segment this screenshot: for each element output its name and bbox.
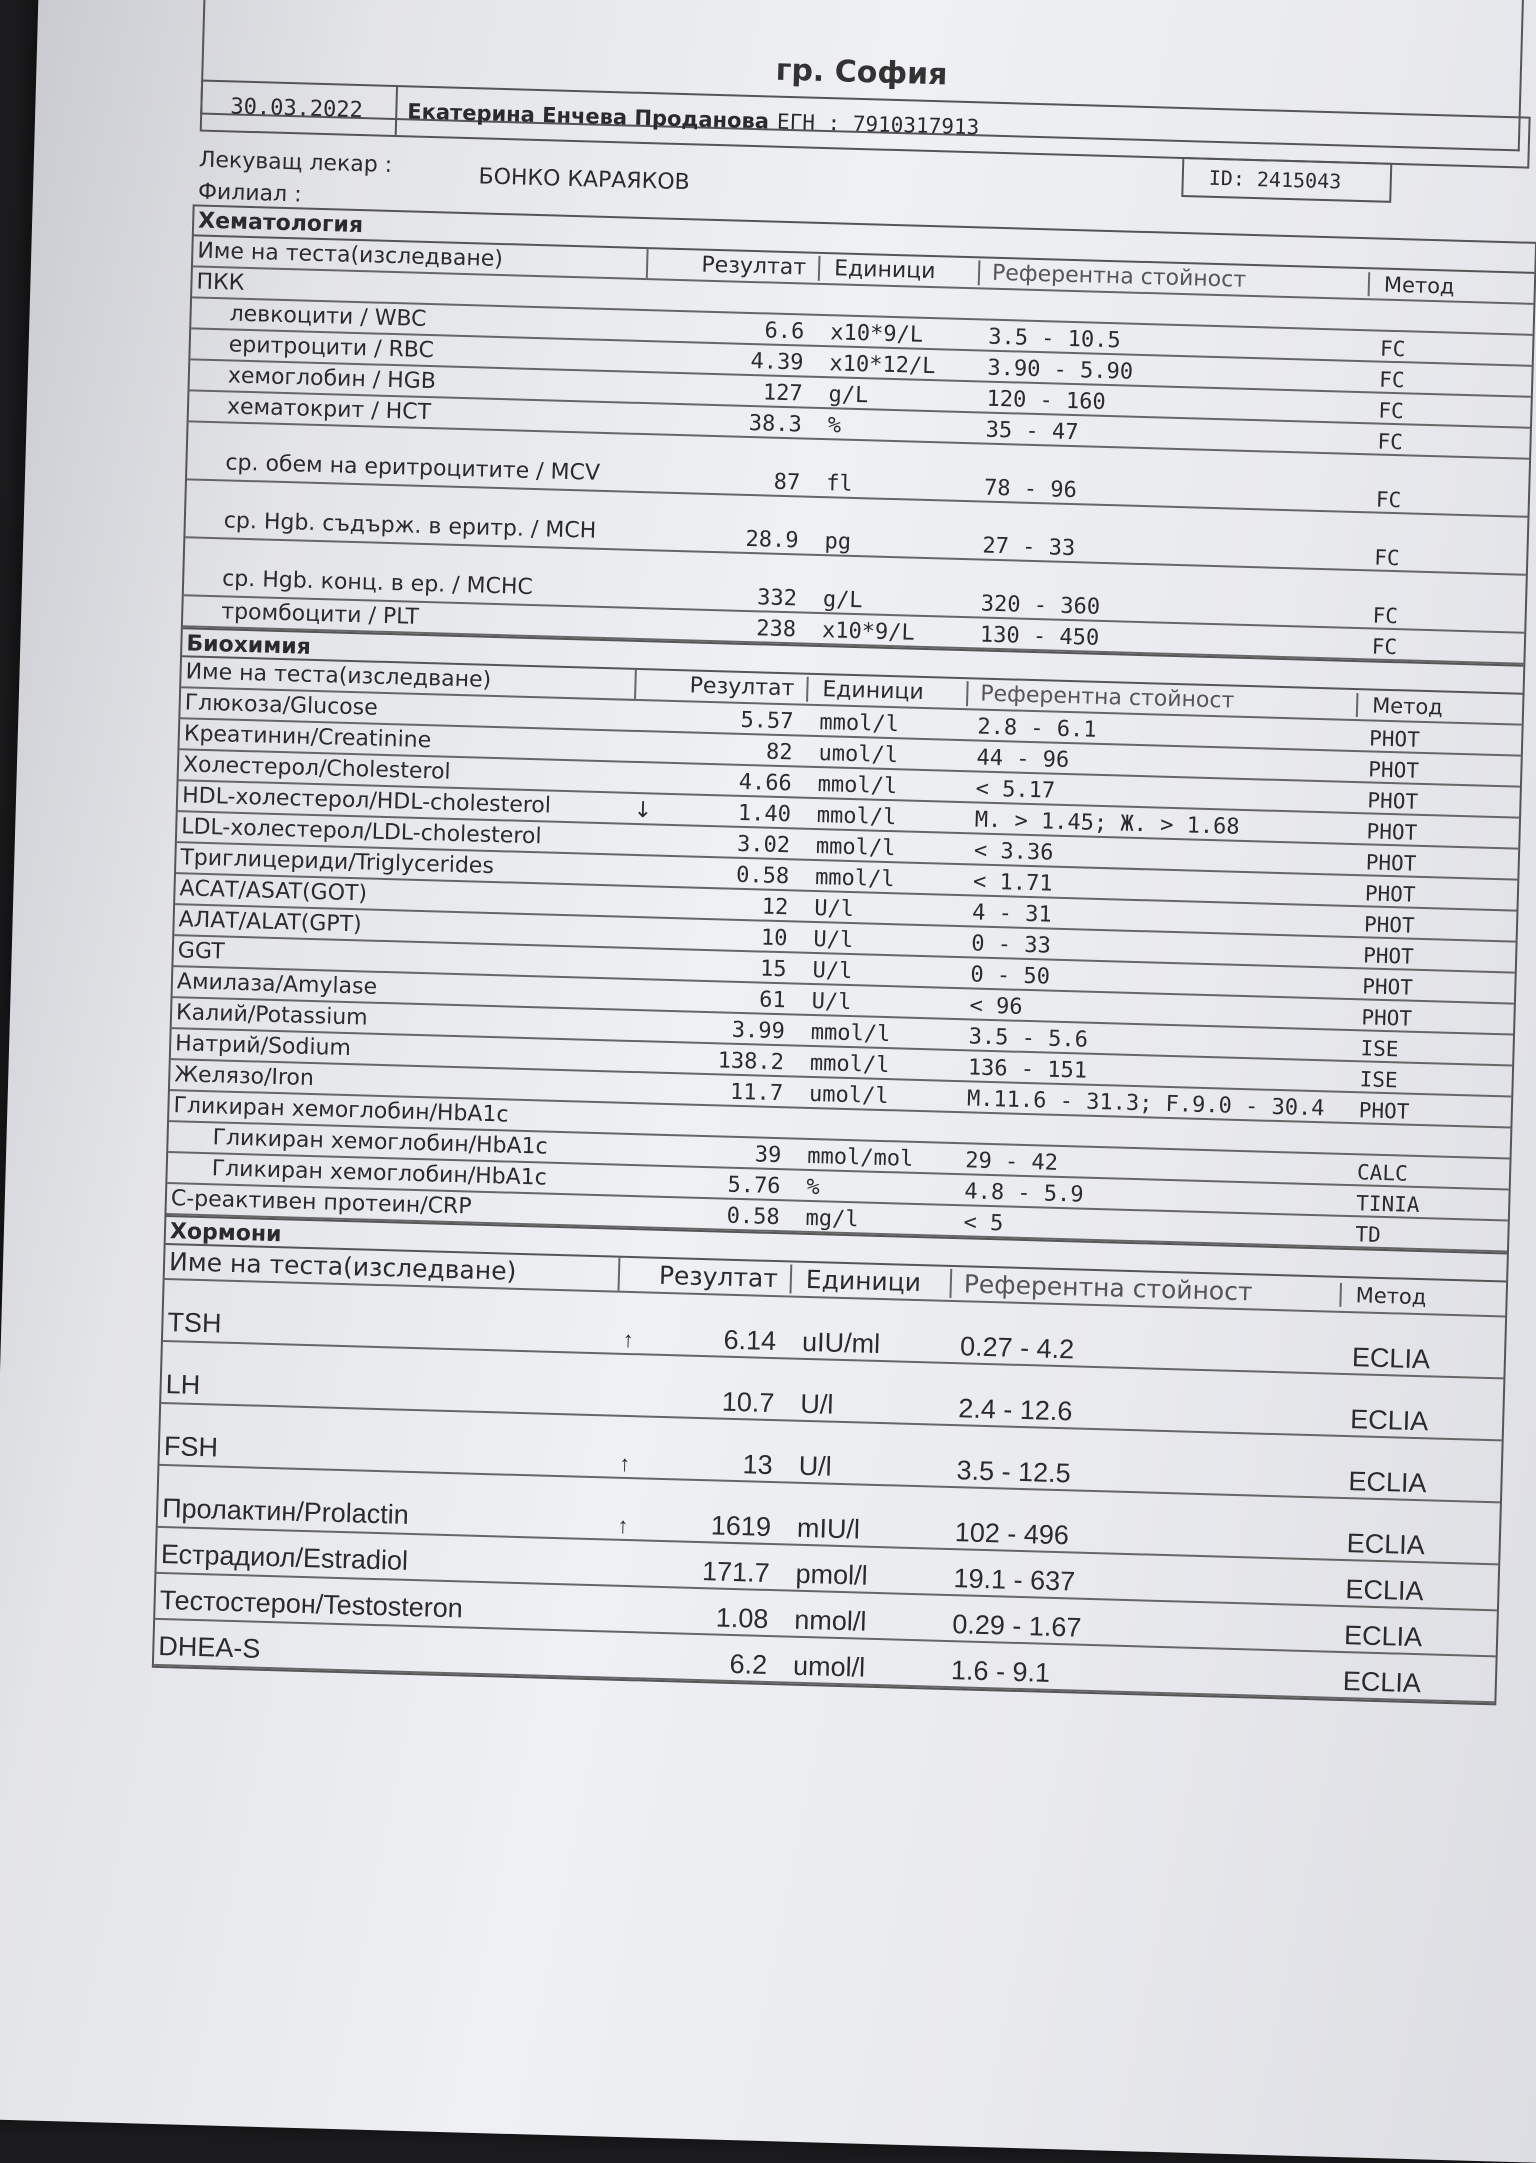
method-value: ECLIA xyxy=(1343,1620,1423,1653)
method-value: PHOT xyxy=(1363,912,1415,938)
hormone-rows xyxy=(154,1280,1505,1703)
test-name: Пролактин/Prolactin xyxy=(161,1493,410,1530)
method-value: PHOT xyxy=(1362,943,1415,969)
test-name: LDL-холестерол/LDL-cholesterol xyxy=(180,814,542,850)
unit-value: U/l xyxy=(812,957,853,985)
flag-arrow xyxy=(639,607,659,608)
unit-value: fl xyxy=(825,471,853,497)
reference-range: 29 - 42 xyxy=(964,1148,1059,1176)
column-header: Име на теста(изследване) Резултат Единици Референтна стойност Метод xyxy=(181,657,1522,725)
reference-range: 4.8 - 5.9 xyxy=(964,1179,1084,1208)
city-title: гр. София xyxy=(775,52,948,93)
method-value: FC xyxy=(1375,487,1402,513)
result-value: 11.7 xyxy=(729,1079,784,1107)
test-name: хемоглобин / HGB xyxy=(227,363,437,395)
result-value: 13 xyxy=(742,1449,774,1481)
test-name: ср. Hgb. конц. в ер. / MCHC xyxy=(221,566,534,601)
method-value: PHOT xyxy=(1361,1005,1413,1031)
test-name: Натрий/Sodium xyxy=(174,1031,352,1062)
reference-range: 120 - 160 xyxy=(986,386,1107,415)
unit-value: x10*9/L xyxy=(829,320,924,348)
results-table xyxy=(152,204,1536,1705)
method-value: TINIA xyxy=(1355,1191,1420,1218)
hematology-rows xyxy=(183,298,1533,664)
result-value: 127 xyxy=(762,380,803,407)
col-units: Единици xyxy=(818,256,979,285)
result-value: 61 xyxy=(758,987,787,1014)
method-value: FC xyxy=(1372,603,1399,629)
patient-egn: ЕГН : 7910317913 xyxy=(776,109,980,140)
test-name: HDL-холестерол/HDL-cholesterol xyxy=(181,783,552,819)
group-label-hba1c: Гликиран хемоглобин/HbA1c xyxy=(169,1091,1510,1159)
unit-value: pg xyxy=(824,529,852,555)
method-value: ISE xyxy=(1359,1067,1398,1093)
unit-value: umol/l xyxy=(792,1650,866,1683)
group-label-pkk: ПКК xyxy=(192,267,1533,335)
test-name: тромбоцити / PLT xyxy=(220,599,420,630)
flag-arrow xyxy=(611,1585,631,1586)
flag-arrow xyxy=(645,371,665,372)
flag-arrow xyxy=(640,549,660,550)
unit-value: pmol/l xyxy=(795,1558,869,1591)
unit-value: x10*12/L xyxy=(829,351,936,380)
test-name: Глюкоза/Glucose xyxy=(184,690,379,721)
report-date: 30.03.2022 xyxy=(202,82,398,135)
reference-range: 27 - 33 xyxy=(982,533,1076,562)
reference-range: 78 - 96 xyxy=(983,475,1078,504)
flag-arrow: ↓ xyxy=(633,797,653,824)
reference-range: < 3.36 xyxy=(973,838,1054,866)
method-value: ECLIA xyxy=(1349,1404,1429,1437)
flag-arrow xyxy=(631,885,651,886)
column-header: Име на теста(изследване) Резултат Единици Референтна стойност Метод xyxy=(165,1245,1506,1317)
reference-range: 130 - 450 xyxy=(979,622,1100,651)
method-value: PHOT xyxy=(1365,850,1417,876)
result-value: 238 xyxy=(755,616,797,643)
flag-arrow xyxy=(638,638,658,639)
method-value: FC xyxy=(1378,367,1405,393)
result-value: 39 xyxy=(754,1142,782,1169)
method-value: FC xyxy=(1379,336,1406,362)
unit-value: nmol/l xyxy=(793,1604,867,1637)
col-method: Метод xyxy=(1368,272,1479,299)
test-name: ср. Hgb. съдърж. в еритр. / MCH xyxy=(223,508,597,544)
flag-arrow: ↑ xyxy=(618,1450,631,1477)
test-name: Гликиран хемоглобин/HbA1c xyxy=(211,1156,548,1191)
unit-value: mmol/l xyxy=(809,1050,890,1079)
method-value: PHOT xyxy=(1368,757,1420,783)
unit-value: U/l xyxy=(800,1388,834,1420)
unit-value: mmol/l xyxy=(816,803,897,831)
col-reference: Референтна стойност xyxy=(978,260,1369,296)
unit-value: mmol/l xyxy=(810,1019,891,1048)
unit-value: mmol/l xyxy=(817,772,898,800)
result-value: 171.7 xyxy=(701,1556,771,1589)
col-result: Резултат xyxy=(701,252,807,281)
reference-range: 0.27 - 4.2 xyxy=(959,1331,1075,1365)
unit-value: U/l xyxy=(798,1450,833,1482)
result-value: 15 xyxy=(759,956,787,983)
test-name: Амилаза/Amylase xyxy=(176,969,378,1000)
method-value: PHOT xyxy=(1366,819,1418,845)
flag-arrow xyxy=(632,854,652,855)
result-value: 82 xyxy=(765,739,793,766)
section-title-biochemistry: Биохимия xyxy=(182,627,1523,694)
result-value: 6.6 xyxy=(764,318,805,345)
unit-value: mIU/l xyxy=(796,1512,861,1545)
method-value: CALC xyxy=(1356,1160,1409,1186)
test-name: Тестостерон/Testosteron xyxy=(159,1584,464,1624)
flag-arrow xyxy=(635,730,655,731)
method-value: PHOT xyxy=(1358,1098,1410,1124)
unit-value: umol/l xyxy=(818,741,899,769)
test-name: FSH xyxy=(163,1431,219,1463)
result-value: 1.08 xyxy=(715,1602,769,1634)
flag-arrow xyxy=(610,1631,630,1632)
flag-arrow xyxy=(625,1102,645,1103)
flag-arrow xyxy=(646,340,666,341)
test-name: DHEA-S xyxy=(157,1630,261,1664)
flag-arrow xyxy=(616,1415,636,1416)
reference-range: 0 - 33 xyxy=(970,931,1052,959)
unit-value: % xyxy=(827,413,842,439)
unit-value: x10*9/L xyxy=(821,618,916,646)
flag-arrow: ↑ xyxy=(617,1512,629,1539)
reference-range: 3.5 - 12.5 xyxy=(956,1455,1072,1489)
doctor-labels xyxy=(198,145,393,214)
section-title-hematology: Хематология xyxy=(194,206,1535,273)
method-value: FC xyxy=(1378,398,1405,424)
result-value: 6.14 xyxy=(723,1324,777,1357)
branch-label: Филиал : xyxy=(197,179,302,208)
flag-arrow xyxy=(629,947,649,948)
test-name: левкоцити / WBC xyxy=(229,301,427,332)
result-value: 5.57 xyxy=(740,707,794,735)
unit-value: umol/l xyxy=(808,1081,889,1110)
unit-value: mmol/l xyxy=(814,865,895,893)
test-name: Калий/Potassium xyxy=(175,1000,369,1031)
unit-value: % xyxy=(806,1174,821,1201)
reference-range: М. > 1.45; Ж. > 1.68 xyxy=(974,807,1240,840)
method-value: ISE xyxy=(1360,1036,1399,1062)
test-name: Креатинин/Creatinine xyxy=(183,721,432,754)
reference-range: 136 - 151 xyxy=(967,1055,1088,1084)
test-name: Триглицериди/Triglycerides xyxy=(180,845,495,880)
flag-arrow xyxy=(644,402,664,403)
flag-arrow xyxy=(642,491,662,492)
reference-range: 4 - 31 xyxy=(971,900,1053,928)
result-value: 138.2 xyxy=(717,1048,785,1076)
patient-id: ID: 2415043 xyxy=(1181,157,1392,203)
unit-value: uIU/ml xyxy=(801,1326,881,1359)
result-value: 38.3 xyxy=(748,410,803,438)
unit-value: U/l xyxy=(811,988,852,1016)
flag-arrow xyxy=(628,978,648,979)
method-value: ECLIA xyxy=(1342,1666,1422,1699)
test-name: АСАТ/ASAT(GOT) xyxy=(179,876,368,907)
flag-arrow xyxy=(630,916,650,917)
test-name: LH xyxy=(165,1369,201,1401)
unit-value: mmol/l xyxy=(815,834,896,862)
flag-arrow xyxy=(634,761,654,762)
result-value: 1.40 xyxy=(737,800,792,828)
reference-range: < 5.17 xyxy=(975,776,1056,804)
result-value: 28.9 xyxy=(745,526,799,554)
method-value: ECLIA xyxy=(1351,1342,1431,1375)
test-name: ср. обем на еритроцитите / MCV xyxy=(225,450,601,486)
table-row-crp: С-реактивен протеин/CRP 0.58 mg/l < 5 TD xyxy=(166,1184,1507,1252)
method-value: ECLIA xyxy=(1345,1574,1424,1607)
test-name: Холестерол/Cholesterol xyxy=(182,752,451,785)
unit-value: mmol/l xyxy=(819,710,900,738)
flag-arrow: ↑ xyxy=(622,1326,635,1353)
method-value: PHOT xyxy=(1367,788,1419,814)
test-name: GGT xyxy=(177,938,225,965)
reference-range: 19.1 - 637 xyxy=(953,1563,1076,1597)
result-value: 332 xyxy=(756,585,798,612)
reference-range: 3.5 - 10.5 xyxy=(987,324,1122,354)
flag-arrow xyxy=(627,1009,647,1010)
flag-arrow xyxy=(633,792,653,793)
unit-value: g/L xyxy=(828,382,869,409)
doctor-label: Лекуващ лекар : xyxy=(198,147,393,178)
test-name: TSH xyxy=(167,1307,222,1339)
col-name: Име на теста(изследване) xyxy=(193,236,649,278)
reference-range: 102 - 496 xyxy=(954,1517,1070,1551)
reference-range: < 96 xyxy=(969,993,1023,1020)
unit-value: U/l xyxy=(813,926,854,954)
flag-arrow xyxy=(622,1195,642,1196)
test-name: Естрадиол/Estradiol xyxy=(160,1539,409,1576)
result-value: 3.99 xyxy=(731,1017,786,1045)
result-value: 0.58 xyxy=(735,862,790,890)
test-name: хематокрит / HCT xyxy=(226,394,432,426)
reference-range: 2.8 - 6.1 xyxy=(977,714,1097,743)
method-value: ECLIA xyxy=(1348,1466,1427,1499)
reference-range: 1.6 - 9.1 xyxy=(950,1655,1051,1688)
reference-range: M.11.6 - 31.3; F.9.0 - 30.4 xyxy=(966,1086,1325,1122)
reference-range: 2.4 - 12.6 xyxy=(957,1393,1073,1427)
result-value: 12 xyxy=(761,894,789,921)
test-name: АЛАТ/ALAT(GPT) xyxy=(178,907,362,938)
result-value: 4.39 xyxy=(750,349,804,376)
reference-range: < 1.71 xyxy=(972,869,1053,897)
test-name: Гликиран хемоглобин/HbA1c xyxy=(212,1125,549,1160)
section-title-hormones: Хормони xyxy=(166,1215,1507,1282)
reference-range: 3.5 - 5.6 xyxy=(968,1024,1089,1053)
method-value: FC xyxy=(1373,545,1400,571)
method-value: PHOT xyxy=(1364,881,1416,907)
unit-value: U/l xyxy=(813,896,855,923)
flag-arrow xyxy=(609,1677,629,1678)
method-value: PHOT xyxy=(1368,726,1421,752)
result-value: 87 xyxy=(773,469,801,496)
result-value: 10.7 xyxy=(721,1386,775,1419)
result-value: 3.02 xyxy=(736,831,791,859)
result-value: 6.2 xyxy=(729,1648,768,1680)
biochemistry-rows xyxy=(170,688,1522,1128)
result-value: 1619 xyxy=(710,1510,772,1543)
unit-value: g/L xyxy=(822,587,863,614)
flag-arrow xyxy=(643,433,663,434)
test-name: Желязо/Iron xyxy=(174,1062,315,1092)
flag-arrow xyxy=(626,1071,646,1072)
method-value: FC xyxy=(1371,634,1398,660)
reference-range: 35 - 47 xyxy=(985,417,1079,446)
method-value: FC xyxy=(1377,429,1404,455)
unit-value: mmol/mol xyxy=(806,1143,914,1172)
reference-range: 3.90 - 5.90 xyxy=(987,355,1134,385)
method-value: PHOT xyxy=(1361,974,1414,1000)
reference-range: 320 - 360 xyxy=(980,591,1101,620)
result-value: 5.76 xyxy=(727,1172,781,1200)
reference-range: 0 - 50 xyxy=(970,962,1051,990)
result-value: 10 xyxy=(760,925,788,952)
method-value: ECLIA xyxy=(1346,1528,1426,1561)
reference-range: 44 - 96 xyxy=(976,745,1070,774)
reference-range: 0.29 - 1.67 xyxy=(951,1609,1082,1643)
flag-arrow xyxy=(627,1040,647,1041)
doctor-name: БОНКО КАРАЯКОВ xyxy=(478,164,691,196)
patient-name: Екатерина Енчева Проданова xyxy=(407,99,770,134)
flag-arrow xyxy=(623,1164,643,1165)
test-name: еритроцити / RBC xyxy=(228,332,435,364)
result-value: 4.66 xyxy=(738,769,793,797)
